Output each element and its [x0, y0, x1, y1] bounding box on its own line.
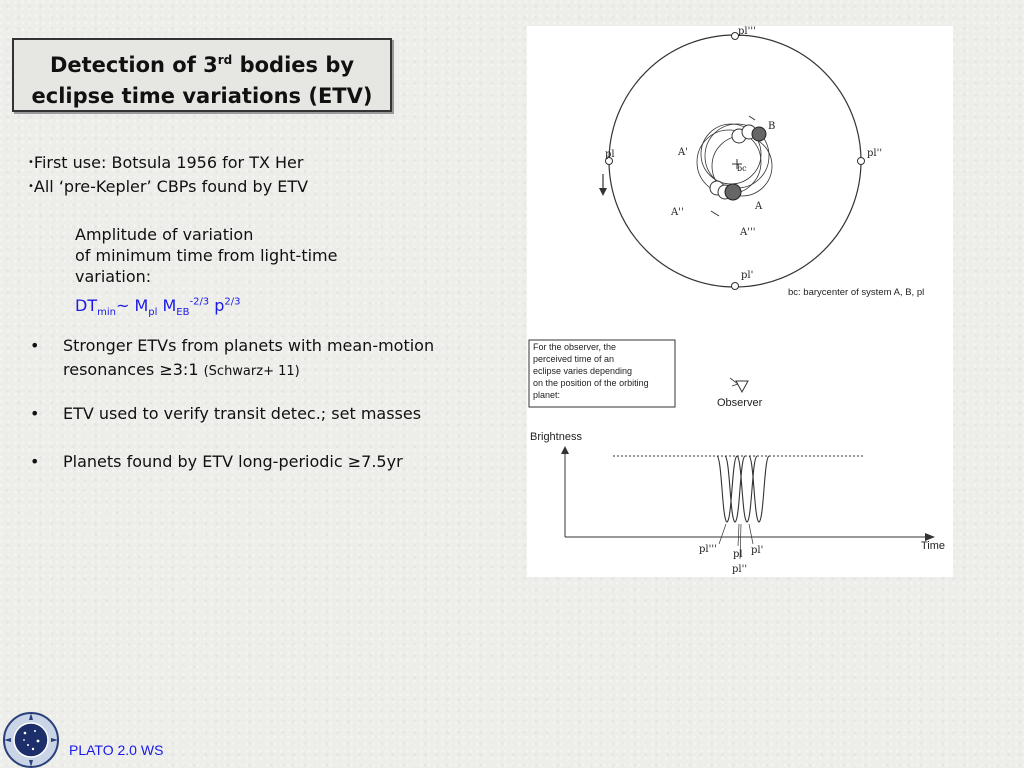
observer-label: Observer — [717, 397, 763, 409]
label-a-tprime: A''' — [740, 227, 756, 238]
footer-label: PLATO 2.0 WS — [69, 742, 164, 758]
small-bullet-item: •First use: Botsula 1956 for TX Her — [28, 153, 304, 172]
institute-logo — [2, 711, 60, 768]
label-a-prime: A' — [678, 147, 688, 158]
label-pl-bottom: pl' — [741, 270, 754, 281]
barycenter-caption: bc: barycenter of system A, B, pl — [788, 287, 925, 298]
planet-position-right — [858, 158, 865, 165]
logo-inner-disc — [14, 723, 48, 757]
eclipse-dip — [717, 456, 737, 522]
small-bullet-item: •All ‘pre-Kepler’ CBPs found by ETV — [28, 177, 309, 196]
svg-text:eclipse varies depending: eclipse varies depending — [533, 366, 633, 376]
curve-label-2: pl — [733, 549, 743, 560]
label-a-dprime: A'' — [671, 207, 684, 218]
star-b — [752, 127, 766, 141]
x-axis-label: Time — [921, 540, 946, 552]
label-pl-top: pl''' — [738, 26, 756, 37]
slide-title — [12, 38, 392, 112]
label-star-b: B — [768, 121, 776, 132]
etv-diagram — [527, 26, 953, 577]
curve-label-3: pl' — [751, 545, 764, 556]
y-axis-arrowhead — [561, 446, 569, 454]
orbit-arrow-head — [599, 188, 607, 196]
curve-label-4: pl'' — [732, 564, 748, 575]
observer-icon — [736, 381, 748, 392]
label-pl-left: pl — [605, 149, 615, 160]
star-a — [725, 184, 741, 200]
y-axis-label: Brightness — [530, 431, 582, 443]
etv-formula: $DT_{min}\sim$ $M_{pl}$ $M_{EB}^{-2/3}$ $p^{2/3}$ — [75, 296, 241, 319]
label-star-a: A — [755, 201, 763, 212]
small-bullet-list — [28, 151, 308, 199]
svg-text:planet:: planet: — [533, 390, 561, 400]
etv-diagram-svg — [527, 26, 953, 577]
planet-position-bottom — [732, 283, 739, 290]
title-line-2: eclipse time variations (ETV) — [31, 84, 373, 108]
svg-text:on the position of the orbitin: on the position of the orbiting — [533, 378, 649, 388]
svg-text:For the observer, the: For the observer, the — [533, 342, 617, 352]
planet-orbit — [609, 35, 861, 287]
label-barycenter: bc — [737, 164, 747, 173]
label-pl-right: pl'' — [867, 148, 883, 159]
eclipse-dips — [717, 456, 769, 522]
binary-orbit — [697, 130, 761, 194]
curve-label-1: pl''' — [699, 544, 717, 555]
amplitude-description: Amplitude of variation of minimum time from light-time variation: — [75, 225, 338, 286]
svg-text:perceived time of an: perceived time of an — [533, 354, 615, 364]
title-line-1: Detection of 3rd bodies by — [49, 53, 355, 77]
